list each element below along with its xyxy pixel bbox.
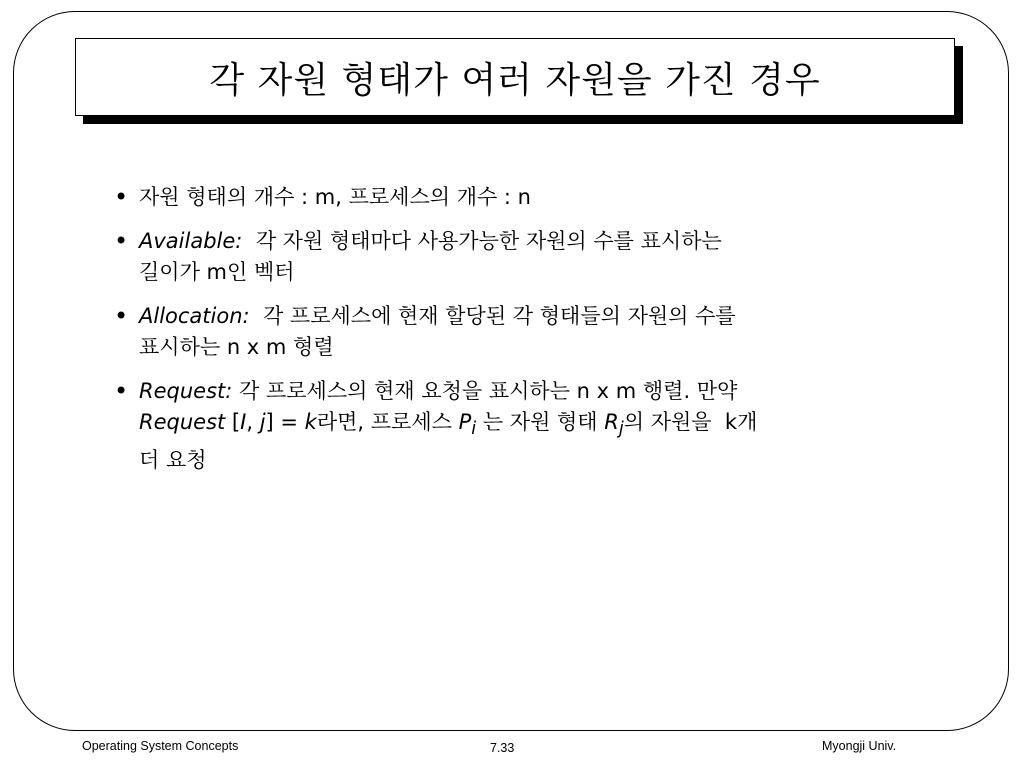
slide-title: 각 자원 형태가 여러 자원을 가진 경우 bbox=[209, 59, 821, 101]
bullet-text: 라면, 프로세스 bbox=[316, 410, 459, 434]
term-request: Request: bbox=[139, 379, 233, 403]
term-allocation: Allocation: bbox=[139, 304, 250, 328]
bullet-line bbox=[139, 376, 872, 407]
bullet-item bbox=[112, 301, 872, 363]
index-j: j bbox=[259, 410, 266, 434]
var-r: R bbox=[604, 410, 619, 434]
bullet-text: 각 프로세스의 현재 요청을 표시하는 n x m 행렬. 만약 bbox=[232, 379, 738, 403]
footer-page-number: 7.33 bbox=[490, 741, 515, 755]
bullet-line bbox=[139, 226, 872, 257]
subscript-j: j bbox=[618, 419, 624, 440]
bullet-dot-icon: • bbox=[114, 377, 129, 405]
bullet-item bbox=[112, 182, 872, 213]
index-i: I bbox=[240, 410, 247, 434]
bullet-text: 각 프로세스에 현재 할당된 각 형태들의 자원의 수를 bbox=[249, 304, 736, 328]
bullet-text: 는 자원 형태 bbox=[476, 410, 605, 434]
subscript-i: i bbox=[471, 419, 477, 440]
var-p: P bbox=[458, 410, 472, 434]
bullet-text: 자원 형태의 개수 : m, 프로세스의 개수 : n bbox=[139, 185, 531, 209]
term-request: Request bbox=[139, 410, 226, 434]
footer-course: Operating System Concepts bbox=[82, 739, 239, 753]
bullet-item bbox=[112, 376, 872, 476]
bullet-text: 의 자원을 k개 bbox=[623, 410, 758, 434]
bullet-text: 길이가 m인 벡터 bbox=[139, 260, 295, 284]
bullet-line bbox=[139, 301, 872, 332]
bracket-close: ] = bbox=[265, 410, 305, 434]
bracket-open: [ bbox=[225, 410, 241, 434]
bullet-dot-icon: • bbox=[114, 227, 129, 255]
bullet-line bbox=[139, 407, 872, 445]
var-k: k bbox=[304, 410, 317, 434]
bullet-dot-icon: • bbox=[114, 183, 129, 211]
bullet-list bbox=[112, 182, 872, 489]
bullet-text: 표시하는 n x m 형렬 bbox=[139, 335, 334, 359]
bullet-item bbox=[112, 226, 872, 288]
comma: , bbox=[246, 410, 260, 434]
title-box bbox=[75, 38, 955, 116]
footer-university: Myongji Univ. bbox=[822, 739, 897, 753]
bullet-text: 더 요청 bbox=[139, 448, 207, 473]
term-available: Available: bbox=[139, 229, 243, 253]
bullet-text: 각 자원 형태마다 사용가능한 자원의 수를 표시하는 bbox=[242, 229, 722, 253]
bullet-dot-icon: • bbox=[114, 302, 129, 330]
